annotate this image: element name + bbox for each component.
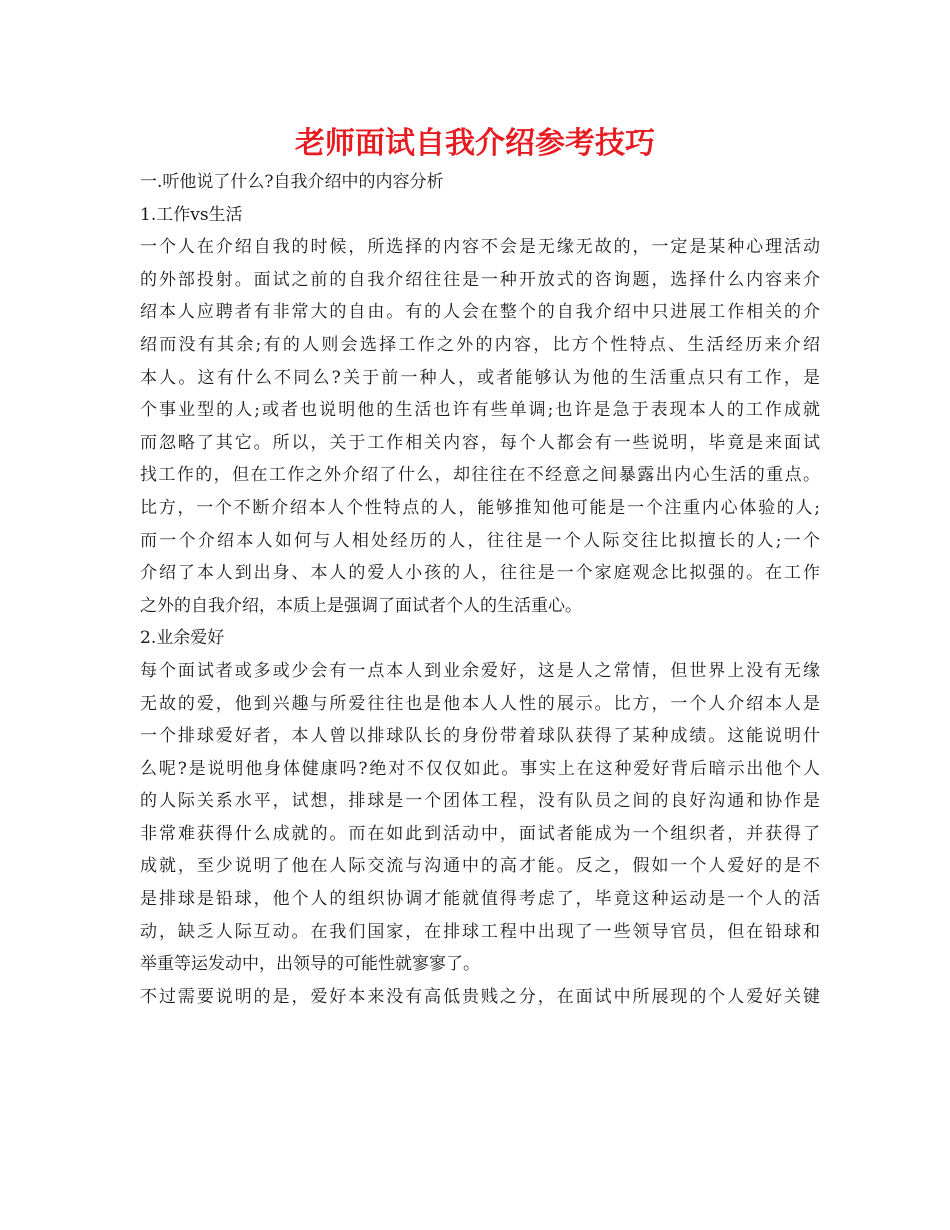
paragraph-line: 动，缺乏人际互动。在我们国家，在排球工程中出现了一些领导官员，但在铅球和: [140, 921, 820, 942]
paragraph-line: 之外的自我介绍，本质上是强调了面试者个人的生活重心。: [140, 595, 582, 616]
paragraph-line: 绍而没有其余;有的人则会选择工作之外的内容，比方个性特点、生活经历来介绍: [140, 334, 820, 355]
document-body: [140, 166, 820, 1013]
paragraph-line: 介绍了本人到出身、本人的爱人小孩的人，往往是一个家庭观念比拟强的。在工作: [140, 563, 820, 584]
paragraph-line: 绍本人应聘者有非常大的自由。有的人会在整个的自我介绍中只进展工作相关的介: [140, 302, 820, 323]
paragraph-line: 无故的爱，他到兴趣与所爱往往也是他本人人性的展示。比方，一个人介绍本人是: [140, 693, 820, 714]
subsection-heading-1: 1.工作vs生活: [140, 204, 243, 225]
paragraph-line: 一个人在介绍自我的时候，所选择的内容不会是无缘无故的，一定是某种心理活动: [140, 237, 820, 258]
paragraph-line: 的外部投射。面试之前的自我介绍往往是一种开放式的咨询题，选择什么内容来介: [140, 269, 820, 290]
paragraph-line: 本人。这有什么不同么?关于前一种人，或者能够认为他的生活重点只有工作，是: [140, 367, 820, 388]
subsection-heading-2: 2.业余爱好: [140, 628, 225, 649]
paragraph-line: 么呢?是说明他身体健康吗?绝对不仅仅如此。事实上在这种爱好背后暗示出他个人: [140, 758, 820, 779]
paragraph-line: 比方，一个不断介绍本人个性特点的人，能够推知他可能是一个注重内心体验的人;: [140, 497, 820, 518]
paragraph-line: 一个排球爱好者，本人曾以排球队长的身份带着球队获得了某种成绩。这能说明什: [140, 726, 820, 747]
paragraph-line: 的人际关系水平，试想，排球是一个团体工程，没有队员之间的良好沟通和协作是: [140, 791, 820, 812]
paragraph-line: 是排球是铅球，他个人的组织协调才能就值得考虑了，毕竟这种运动是一个人的活: [140, 889, 820, 910]
paragraph-line: 个事业型的人;或者也说明他的生活也许有些单调;也许是急于表现本人的工作成就: [140, 400, 820, 421]
paragraph-line: 而一个介绍本人如何与人相处经历的人，往往是一个人际交往比拟擅长的人;一个: [140, 530, 820, 551]
paragraph-line: 举重等运发动中，出领导的可能性就寥寥了。: [140, 954, 480, 975]
paragraph-line: 而忽略了其它。所以，关于工作相关内容，每个人都会有一些说明，毕竟是来面试: [140, 432, 820, 453]
paragraph-line: 不过需要说明的是，爱好本来没有高低贵贱之分，在面试中所展现的个人爱好关键: [140, 986, 820, 1007]
paragraph-line: 非常难获得什么成就的。而在如此到活动中，面试者能成为一个组织者，并获得了: [140, 823, 820, 844]
paragraph-line: 找工作的，但在工作之外介绍了什么，却往往在不经意之间暴露出内心生活的重点。: [140, 465, 820, 486]
paragraph-line: 成就，至少说明了他在人际交流与沟通中的高才能。反之，假如一个人爱好的是不: [140, 856, 820, 877]
document-title: 老师面试自我介绍参考技巧: [295, 126, 655, 161]
paragraph-line: 每个面试者或多或少会有一点本人到业余爱好，这是人之常情，但世界上没有无缘: [140, 660, 820, 681]
section-heading-1: 一.听他说了什么?自我介绍中的内容分析: [140, 172, 444, 192]
